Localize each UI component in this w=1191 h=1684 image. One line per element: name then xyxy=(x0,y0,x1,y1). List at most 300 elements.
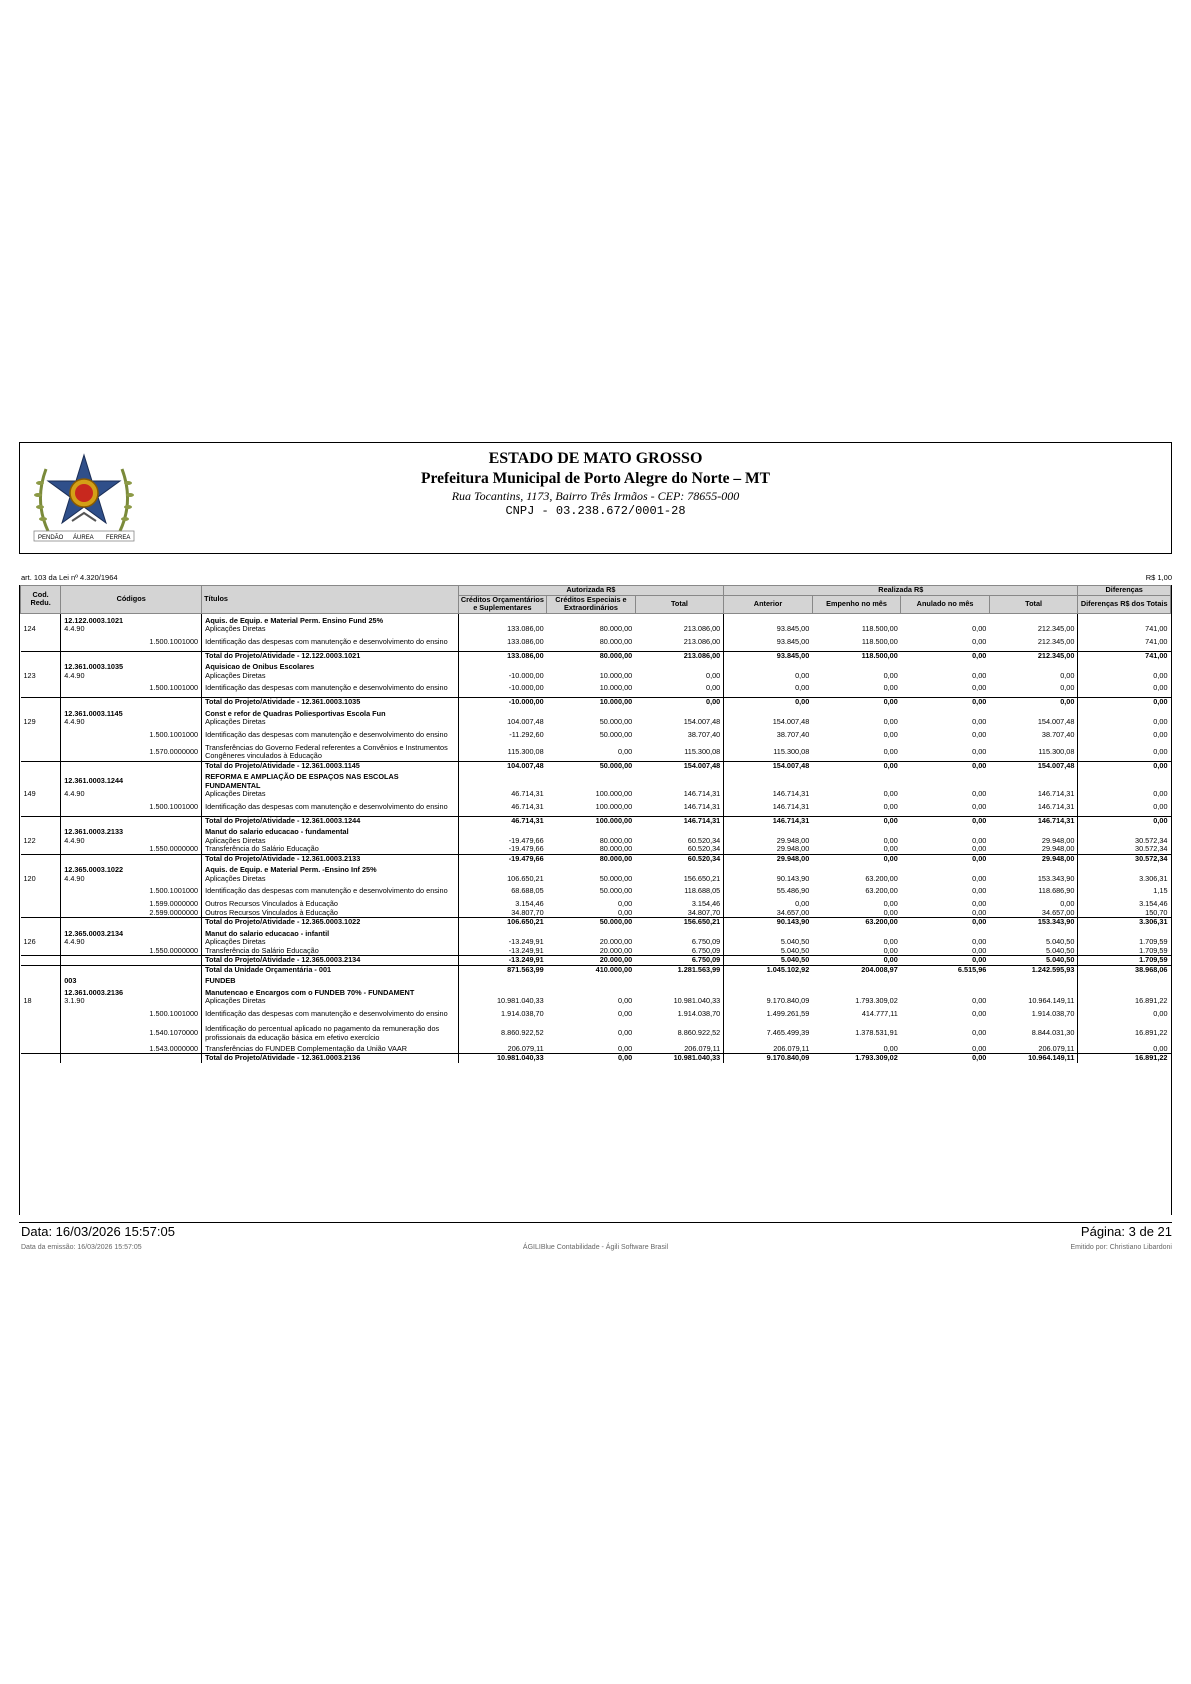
cell-value xyxy=(812,660,901,672)
cell-value xyxy=(1078,825,1171,837)
cell-value: 1.793.309,02 xyxy=(812,1054,901,1063)
cell-value: 213.086,00 xyxy=(683,625,721,633)
cell-codigo: 1.550.0000000 xyxy=(61,947,202,956)
cell-value: 410.000,00 xyxy=(547,965,636,974)
cell-value: 0,00 xyxy=(972,946,987,955)
col-anulado-mes: Anulado no mês xyxy=(901,595,990,613)
cell-codigo: 12.365.0003.1022 xyxy=(61,863,202,875)
cell-value: 0,00 xyxy=(972,718,987,726)
cell-value xyxy=(989,825,1078,837)
cell-cod-redu xyxy=(21,770,61,790)
cell-value xyxy=(458,825,547,837)
cell-titulo: Identificação das despesas com manutenção e desenvolvimento do ensino xyxy=(202,799,459,817)
cell-titulo: Total do Projeto/Atividade - 12.361.0003.1244 xyxy=(202,816,459,825)
cell-value: 0,00 xyxy=(972,997,987,1005)
cell-value: 106.650,21 xyxy=(458,918,547,927)
cell-titulo: Aplicações Diretas xyxy=(202,790,459,799)
cell-titulo: Total do Projeto/Atividade - 12.361.0003.2136 xyxy=(202,1054,459,1063)
cell-cod-redu xyxy=(21,613,61,625)
cell-cod-redu xyxy=(21,927,61,939)
cell-value xyxy=(458,660,547,672)
total-row xyxy=(21,816,1171,825)
cell-value: 0,00 xyxy=(617,1044,633,1053)
cell-titulo: Identificação das despesas com manutenção e desenvolvimento do ensino xyxy=(202,1006,459,1023)
cell-value xyxy=(812,707,901,719)
cell-value: 80.000,00 xyxy=(547,854,636,863)
cell-value: 154.007,48 xyxy=(989,761,1078,770)
cell-value: 0,00 xyxy=(812,761,901,770)
cell-value: 6.750,09 xyxy=(691,938,721,946)
cell-value: 5.040,50 xyxy=(989,956,1078,966)
cell-value xyxy=(547,974,636,986)
cell-value xyxy=(901,660,990,672)
cell-codigo: 1.500.1001000 xyxy=(61,799,202,817)
cell-value: 0,00 xyxy=(617,997,633,1005)
cell-value: 0,00 xyxy=(972,886,987,896)
cell-value: 60.520,34 xyxy=(635,854,724,863)
cell-value: 133.086,00 xyxy=(458,651,547,660)
cell-value: 0,00 xyxy=(972,845,987,853)
cell-titulo: Aquis. de Equip. e Material Perm. Ensino Fund 25% xyxy=(202,613,459,625)
cell-value xyxy=(812,825,901,837)
cell-titulo: Identificação do percentual aplicado no pagamento da remuneração dos profissionais da educação básica em efetivo exercício xyxy=(202,1023,459,1045)
cell-cod-redu xyxy=(21,1006,61,1023)
cell-value: 0,00 xyxy=(972,1028,987,1038)
cell-value: 0,00 xyxy=(883,801,898,811)
cell-value xyxy=(1078,613,1171,625)
cell-cod-redu xyxy=(21,863,61,875)
table-row xyxy=(21,634,1171,652)
cell-value xyxy=(1078,974,1171,986)
cell-value: 38.707,40 xyxy=(1041,729,1075,739)
cell-value xyxy=(812,927,901,939)
cell-value: 1.378.531,91 xyxy=(855,1028,898,1038)
cell-value xyxy=(989,863,1078,875)
cell-value: -10.000,00 xyxy=(458,698,547,707)
cell-value xyxy=(724,863,813,875)
cell-value: 29.948,00 xyxy=(1041,836,1075,845)
cell-value: 60.520,34 xyxy=(687,845,721,853)
cell-value: 0,00 xyxy=(883,938,898,946)
cell-value: 0,00 xyxy=(724,698,813,707)
total-row xyxy=(21,918,1171,927)
cell-value: 29.948,00 xyxy=(1041,845,1075,853)
cell-value: -10.000,00 xyxy=(508,671,544,680)
cell-value: 8.844.031,30 xyxy=(1031,1028,1075,1038)
cell-value: 0,00 xyxy=(901,854,990,863)
cell-value: 8.860.922,52 xyxy=(501,1028,544,1038)
cell-cod-redu xyxy=(21,883,61,900)
cell-value xyxy=(901,825,990,837)
footer-date: Data: 16/03/2026 15:57:05 xyxy=(21,1224,175,1239)
cell-value: 46.714,31 xyxy=(458,816,547,825)
cell-value: 156.650,21 xyxy=(635,918,724,927)
cell-value: 34.657,00 xyxy=(1041,908,1075,917)
cell-value: -19.479,66 xyxy=(458,854,547,863)
cell-value: 0,00 xyxy=(1078,698,1171,707)
cell-cod-redu: 124 xyxy=(21,625,61,634)
cell-value: 80.000,00 xyxy=(599,845,633,853)
cell-value xyxy=(1078,770,1171,790)
cell-value: 0,00 xyxy=(1078,816,1171,825)
cell-value xyxy=(724,613,813,625)
cell-value: 146.714,31 xyxy=(1037,801,1075,811)
table-row xyxy=(21,744,1171,762)
cell-codigo: 4.4.90 xyxy=(61,837,202,846)
cell-value: 0,00 xyxy=(901,651,990,660)
cell-value: 50.000,00 xyxy=(547,761,636,770)
cell-value: 50.000,00 xyxy=(547,918,636,927)
cell-value: 68.688,05 xyxy=(511,886,544,896)
cell-codigo: 1.570.0000000 xyxy=(61,744,202,762)
cell-value: 212.345,00 xyxy=(1037,636,1075,646)
table-row xyxy=(21,883,1171,900)
cell-value: 38.707,40 xyxy=(724,727,813,744)
cell-titulo: Aplicações Diretas xyxy=(202,875,459,884)
cell-codigo: 2.599.0000000 xyxy=(61,909,202,918)
cell-titulo: FUNDEB xyxy=(202,974,459,986)
cell-codigo: 12.361.0003.1035 xyxy=(61,660,202,672)
cell-value xyxy=(635,660,724,672)
cell-value: 206.079,11 xyxy=(1038,1044,1075,1053)
cell-value: 118.500,00 xyxy=(812,651,901,660)
cell-value: 0,00 xyxy=(1060,900,1075,908)
cell-value: 1.709,59 xyxy=(1078,938,1171,947)
cnpj: CNPJ - 03.238.672/0001-28 xyxy=(505,504,686,518)
cell-value: 0,00 xyxy=(883,790,898,798)
cell-codigo xyxy=(61,918,202,927)
cell-titulo: Aplicações Diretas xyxy=(202,718,459,727)
cell-value xyxy=(547,770,636,790)
cell-value: 206.079,11 xyxy=(684,1044,721,1053)
cell-cod-redu: 18 xyxy=(21,997,61,1006)
cell-codigo: 003 xyxy=(61,974,202,986)
cell-value: 5.040,50 xyxy=(724,938,813,947)
cell-cod-redu xyxy=(21,651,61,660)
cell-value xyxy=(547,986,636,998)
expense-table-container xyxy=(19,585,1172,1215)
cell-value: 29.948,00 xyxy=(724,854,813,863)
cell-value xyxy=(458,986,547,998)
cell-value: 0,00 xyxy=(883,836,898,845)
cell-value: 50.000,00 xyxy=(599,718,633,726)
cell-value: 0,00 xyxy=(635,698,724,707)
cell-value xyxy=(901,986,990,998)
cell-value xyxy=(989,707,1078,719)
cell-value xyxy=(547,927,636,939)
cell-codigo: 1.500.1001000 xyxy=(61,1006,202,1023)
cell-codigo xyxy=(61,956,202,966)
cell-value xyxy=(812,613,901,625)
cell-cod-redu xyxy=(21,816,61,825)
cell-value: -11.292,60 xyxy=(509,729,544,739)
cell-titulo: Transferência do Salário Educação xyxy=(202,845,459,854)
cell-value xyxy=(547,863,636,875)
cell-codigo: 1.500.1001000 xyxy=(61,634,202,652)
cell-value: 80.000,00 xyxy=(547,651,636,660)
cell-value: 3.154,46 xyxy=(691,900,721,908)
total-row xyxy=(21,854,1171,863)
cell-codigo: 12.361.0003.2136 xyxy=(61,986,202,998)
cell-value: 0,00 xyxy=(883,718,898,726)
cell-cod-redu xyxy=(21,761,61,770)
cell-titulo: Total do Projeto/Atividade - 12.361.0003.2133 xyxy=(202,854,459,863)
cell-cod-redu: 126 xyxy=(21,938,61,947)
cell-value: 0,00 xyxy=(617,900,633,908)
footer-software: ÁGILIBlue Contabilidade - Ágili Software Brasil xyxy=(522,1244,669,1251)
cell-value xyxy=(724,927,813,939)
cell-value: 213.086,00 xyxy=(683,636,721,646)
cell-value: 0,00 xyxy=(972,636,987,646)
total-row xyxy=(21,761,1171,770)
cell-value: 146.714,31 xyxy=(1037,790,1075,798)
cell-value: 1.793.309,02 xyxy=(855,997,898,1005)
cell-value: 55.486,90 xyxy=(724,883,813,900)
cell-value: 0,00 xyxy=(901,816,990,825)
table-row xyxy=(21,680,1171,698)
cell-value: -13.249,91 xyxy=(508,946,544,955)
cell-titulo: REFORMA E AMPLIAÇÃO DE ESPAÇOS NAS ESCOLAS FUNDAMENTAL xyxy=(202,770,459,790)
cell-cod-redu xyxy=(21,825,61,837)
cell-value xyxy=(901,863,990,875)
group-row xyxy=(21,863,1171,875)
cell-codigo: 1.543.0000000 xyxy=(61,1045,202,1054)
cell-value: 0,00 xyxy=(883,900,898,908)
cell-value: 0,00 xyxy=(812,854,901,863)
cell-codigo: 1.500.1001000 xyxy=(61,883,202,900)
cell-cod-redu xyxy=(21,680,61,698)
cell-value: 80.000,00 xyxy=(599,636,633,646)
cell-value xyxy=(812,986,901,998)
cell-value: 115.300,08 xyxy=(507,746,544,756)
cell-value: 0,00 xyxy=(706,683,721,693)
cell-titulo: Total do Projeto/Atividade - 12.361.0003.1035 xyxy=(202,698,459,707)
group-row xyxy=(21,927,1171,939)
cell-value: 0,00 xyxy=(901,698,990,707)
cell-value: 63.200,00 xyxy=(812,918,901,927)
cell-titulo: Transferências do Governo Federal referentes a Convênios e Instrumentos Congêneres vinculados à Educação xyxy=(202,744,459,762)
crest-text-left: PENDÃO xyxy=(38,535,64,541)
cell-value xyxy=(458,770,547,790)
cell-cod-redu: 129 xyxy=(21,718,61,727)
cell-value: 212.345,00 xyxy=(1037,625,1075,633)
cell-value: 90.143,90 xyxy=(724,918,813,927)
cell-value: 0,00 xyxy=(972,938,987,946)
cell-value xyxy=(989,986,1078,998)
cell-value xyxy=(458,974,547,986)
cell-value: 0,00 xyxy=(883,671,898,680)
group-autorizada: Autorizada R$ xyxy=(458,586,724,596)
cell-value xyxy=(635,863,724,875)
cell-value: 0,00 xyxy=(724,672,813,681)
cell-value: 46.714,31 xyxy=(511,801,544,811)
cell-value: 0,00 xyxy=(883,729,898,739)
cell-value: 0,00 xyxy=(989,698,1078,707)
cell-value xyxy=(635,825,724,837)
cell-cod-redu xyxy=(21,660,61,672)
cell-cod-redu xyxy=(21,845,61,854)
cell-value: 133.086,00 xyxy=(507,636,544,646)
cell-value xyxy=(1078,986,1171,998)
cell-value: 0,00 xyxy=(1060,671,1075,680)
cell-codigo: 12.365.0003.2134 xyxy=(61,927,202,939)
cell-value: 0,00 xyxy=(617,1028,633,1038)
cell-value: 1.499.261,59 xyxy=(724,1006,813,1023)
cell-value: 0,00 xyxy=(883,908,898,917)
cell-value xyxy=(458,927,547,939)
cell-value: 0,00 xyxy=(972,1008,987,1018)
cell-codigo xyxy=(61,965,202,974)
cell-value: 104.007,48 xyxy=(458,761,547,770)
cell-value: 0,00 xyxy=(972,801,987,811)
footer-emitted-by: Emitido por: Christiano Libardoni xyxy=(1070,1244,1172,1251)
cell-value: 1,15 xyxy=(1078,883,1171,900)
cell-value: 16.891,22 xyxy=(1078,1054,1171,1063)
cell-value: 156.650,21 xyxy=(683,874,721,883)
table-row xyxy=(21,790,1171,799)
group-realizada: Realizada R$ xyxy=(724,586,1078,596)
law-reference: art. 103 da Lei nº 4.320/1964 xyxy=(21,573,118,582)
cell-value xyxy=(812,974,901,986)
cell-value: 0,00 xyxy=(812,816,901,825)
cell-value: -10.000,00 xyxy=(508,683,544,693)
cell-value: -13.249,91 xyxy=(508,938,544,946)
col-empenho-mes: Empenho no mês xyxy=(812,595,901,613)
cell-value xyxy=(458,707,547,719)
cell-value xyxy=(635,986,724,998)
cell-value: 146.714,31 xyxy=(724,799,813,817)
cell-value xyxy=(901,974,990,986)
cell-value xyxy=(1078,863,1171,875)
cell-value: 741,00 xyxy=(1078,625,1171,634)
cell-value: 1.045.102,92 xyxy=(724,965,813,974)
cell-codigo: 1.540.1070000 xyxy=(61,1023,202,1045)
table-row xyxy=(21,799,1171,817)
cell-cod-redu: 122 xyxy=(21,837,61,846)
cell-value xyxy=(635,707,724,719)
col-creditos-orcamentarios: Créditos Orçamentários e Suplementares xyxy=(458,595,547,613)
cell-value xyxy=(458,613,547,625)
cell-cod-redu xyxy=(21,854,61,863)
cell-value: 10.000,00 xyxy=(599,671,633,680)
cell-codigo: 4.4.90 xyxy=(61,718,202,727)
cell-codigo: 12.122.0003.1021 xyxy=(61,613,202,625)
cell-value: 154.007,48 xyxy=(635,761,724,770)
cell-value: 6.750,09 xyxy=(635,956,724,966)
table-row xyxy=(21,837,1171,846)
cell-value xyxy=(1078,707,1171,719)
cell-value xyxy=(1078,927,1171,939)
cell-value: 0,00 xyxy=(617,908,633,917)
cell-value: 38.968,06 xyxy=(1078,965,1171,974)
col-cod-redu: Cod. Redu. xyxy=(21,586,61,614)
cell-titulo: Total da Unidade Orçamentária - 001 xyxy=(202,965,459,974)
cell-value: 93.845,00 xyxy=(724,634,813,652)
col-diferencas-totais: Diferenças R$ dos Totais xyxy=(1078,595,1171,613)
cell-value: 0,00 xyxy=(547,1054,636,1063)
cell-value: 206.079,11 xyxy=(724,1045,813,1054)
cell-value: 100.000,00 xyxy=(595,790,633,798)
cell-codigo: 4.4.90 xyxy=(61,790,202,799)
cell-value: 0,00 xyxy=(901,918,990,927)
cell-codigo: 12.361.0003.2133 xyxy=(61,825,202,837)
total-row xyxy=(21,651,1171,660)
col-codigos: Códigos xyxy=(61,586,202,614)
cell-value: 0,00 xyxy=(883,683,898,693)
state-title: ESTADO DE MATO GROSSO xyxy=(488,450,703,467)
table-row xyxy=(21,845,1171,854)
col-anterior: Anterior xyxy=(724,595,813,613)
cell-value xyxy=(1078,660,1171,672)
cell-titulo: Aquisicao de Onibus Escolares xyxy=(202,660,459,672)
cell-value: 146.714,31 xyxy=(683,801,721,811)
cell-value: 115.300,08 xyxy=(1038,746,1075,756)
cell-cod-redu: 120 xyxy=(21,875,61,884)
cell-titulo: Aplicações Diretas xyxy=(202,625,459,634)
cell-titulo: Identificação das despesas com manutenção e desenvolvimento do ensino xyxy=(202,634,459,652)
crest-text-mid: ÁUREA xyxy=(73,535,94,541)
cell-value xyxy=(989,770,1078,790)
cell-value: 90.143,90 xyxy=(724,875,813,884)
cell-value: 146.714,31 xyxy=(724,816,813,825)
cell-codigo: 12.361.0003.1244 xyxy=(61,770,202,790)
cell-codigo: 1.550.0000000 xyxy=(61,845,202,854)
cell-value: 10.981.040,33 xyxy=(496,997,544,1005)
table-row xyxy=(21,875,1171,884)
cell-value: 153.343,90 xyxy=(989,918,1078,927)
cell-codigo: 3.1.90 xyxy=(61,997,202,1006)
cell-titulo: Identificação das despesas com manutenção e desenvolvimento do ensino xyxy=(202,680,459,698)
cell-value: 10.981.040,33 xyxy=(673,997,721,1005)
cell-titulo: Outros Recursos Vinculados à Educação xyxy=(202,900,459,909)
cell-value: 29.948,00 xyxy=(724,845,813,854)
col-autorizada-total: Total xyxy=(635,595,724,613)
cell-value: 3.154,46 xyxy=(515,900,544,908)
cell-value: 30.572,34 xyxy=(1078,854,1171,863)
currency-unit: R$ 1,00 xyxy=(1145,573,1172,582)
cell-titulo: Outros Recursos Vinculados à Educação xyxy=(202,909,459,918)
table-row xyxy=(21,727,1171,744)
cell-value: 0,00 xyxy=(1078,1045,1171,1054)
cell-value: 0,00 xyxy=(972,790,987,798)
cell-codigo: 4.4.90 xyxy=(61,672,202,681)
group-diferencas: Diferenças xyxy=(1078,586,1171,596)
cell-value: 0,00 xyxy=(1060,683,1075,693)
cell-value: 154.007,48 xyxy=(1037,718,1075,726)
cell-titulo: Total do Projeto/Atividade - 12.361.0003.1145 xyxy=(202,761,459,770)
cell-value: 150,70 xyxy=(1078,909,1171,918)
cell-value: 0,00 xyxy=(617,746,633,756)
cell-value: 871.563,99 xyxy=(458,965,547,974)
cell-value: 80.000,00 xyxy=(599,836,633,845)
cell-value: 0,00 xyxy=(617,1008,633,1018)
cell-value: 50.000,00 xyxy=(599,729,633,739)
group-row xyxy=(21,974,1171,986)
cell-value: 0,00 xyxy=(883,746,898,756)
cell-value: 3.306,31 xyxy=(1078,875,1171,884)
cell-value: 30.572,34 xyxy=(1078,837,1171,846)
cell-value: 0,00 xyxy=(1078,799,1171,817)
cell-value: 93.845,00 xyxy=(724,651,813,660)
table-row xyxy=(21,900,1171,909)
cell-value: 0,00 xyxy=(972,908,987,917)
cell-cod-redu: 149 xyxy=(21,790,61,799)
group-row xyxy=(21,613,1171,625)
cell-cod-redu xyxy=(21,707,61,719)
cell-cod-redu xyxy=(21,918,61,927)
cell-value: 1.914.038,70 xyxy=(1031,1008,1075,1018)
cell-cod-redu xyxy=(21,986,61,998)
